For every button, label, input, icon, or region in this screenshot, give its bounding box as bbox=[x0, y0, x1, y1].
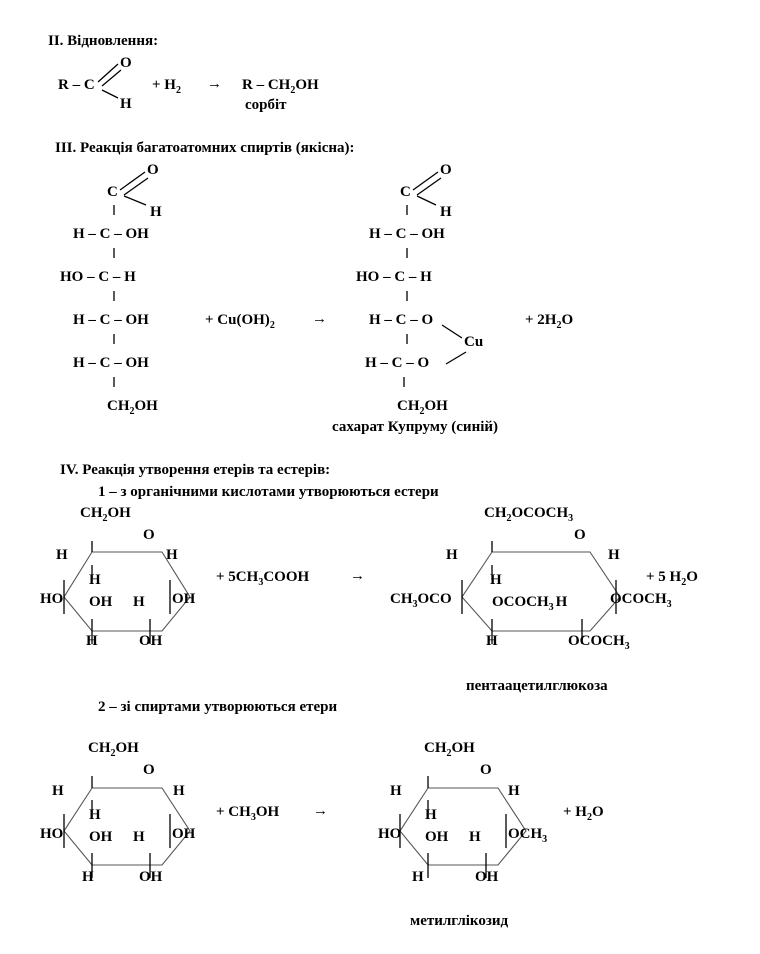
methylglycoside-oh-inner: OH bbox=[425, 829, 449, 845]
section4-sub2: 2 – зі спиртами утворюються етери bbox=[98, 699, 338, 715]
arrow: → bbox=[207, 76, 222, 92]
methylglycoside-h-mid: H bbox=[469, 829, 481, 845]
plus-cu-oh2: + $Cu(OH)_2$ bbox=[205, 312, 275, 331]
glucose-c1: C bbox=[107, 184, 118, 200]
methylglycoside-och3: $OCH_3$ bbox=[508, 826, 548, 845]
sorbitol-formula: R – $CH_2OH$ bbox=[242, 77, 319, 96]
glucose-h-left: H bbox=[56, 547, 68, 563]
glucose-oh-inner: OH bbox=[89, 594, 113, 610]
glucose-c4: H – C – OH bbox=[73, 312, 149, 328]
pentaacetyl-bottom: $OCOCH_3$ bbox=[568, 633, 630, 652]
glucose-oh-right: OH bbox=[172, 826, 196, 842]
bond-line bbox=[124, 196, 146, 205]
glucose-c5: H – C – OH bbox=[73, 355, 149, 371]
glucose-h-inner: H bbox=[89, 572, 101, 588]
ring-oxygen: O bbox=[143, 527, 155, 543]
methylglycoside-h-bottom: H bbox=[412, 869, 424, 885]
plus-acetic-acid: + $5CH_3COOH$ bbox=[216, 569, 310, 588]
bond-line bbox=[120, 172, 145, 190]
glucose-oh-bottom: OH bbox=[139, 869, 163, 885]
pentaacetyl-h-inner: H bbox=[490, 572, 502, 588]
bond-line bbox=[442, 325, 462, 338]
sorbitol-name: сорбіт bbox=[245, 97, 287, 113]
section4-sub1: 1 – з органічними кислотами утворюються естери bbox=[98, 484, 439, 500]
bond-line bbox=[417, 196, 436, 205]
glucose-h-right: H bbox=[166, 547, 178, 563]
glucose-ho: HO bbox=[40, 591, 64, 607]
saccharate-c5: H – C – O bbox=[365, 355, 430, 371]
plus-h2: + $H_2$ bbox=[152, 77, 181, 96]
methylglycoside-ch2oh: $CH_2OH$ bbox=[424, 740, 475, 759]
glucose-ho: HO bbox=[40, 826, 64, 842]
saccharate-c3: HO – C – H bbox=[356, 269, 432, 285]
pentaacetyl-h-right: H bbox=[608, 547, 620, 563]
glucose-c6: $CH_2OH$ bbox=[107, 398, 158, 417]
glucose-h-mid: H bbox=[133, 594, 145, 610]
methylglycoside-h-left: H bbox=[390, 783, 402, 799]
glucose-oh-inner: OH bbox=[89, 829, 113, 845]
plus-methanol: + $CH_3OH$ bbox=[216, 804, 280, 823]
bond-line bbox=[413, 172, 438, 190]
plus-water: + $2H_2O$ bbox=[525, 312, 574, 331]
bond-line bbox=[102, 90, 118, 98]
glucose-c3: HO – C – H bbox=[60, 269, 136, 285]
ring-oxygen: O bbox=[143, 762, 155, 778]
saccharate-c4: H – C – O bbox=[369, 312, 434, 328]
plus-water: + $H_2O$ bbox=[563, 804, 604, 823]
aldehyde-rc: R – C bbox=[58, 77, 95, 93]
arrow: → bbox=[350, 568, 365, 584]
glucose-h-bottom: H bbox=[82, 869, 94, 885]
glucose-aldehyde-o: O bbox=[147, 162, 159, 178]
saccharate-c6: $CH_2OH$ bbox=[397, 398, 448, 417]
bond-line bbox=[98, 64, 118, 82]
pentaacetyl-h-left: H bbox=[446, 547, 458, 563]
saccharate-c1: C bbox=[400, 184, 411, 200]
glucose-h-mid: H bbox=[133, 829, 145, 845]
section3-heading: III. Реакція багатоатомних спиртів (якісна): bbox=[55, 140, 355, 156]
plus-5-water: + 5 $H_2O$ bbox=[646, 569, 698, 588]
saccharate-c2: H – C – OH bbox=[369, 226, 445, 242]
ring-oxygen: O bbox=[480, 762, 492, 778]
section4-heading: IV. Реакція утворення етерів та естерів: bbox=[60, 462, 331, 478]
section2-heading: II. Відновлення: bbox=[48, 33, 159, 49]
pentaacetylglucose-name: пентаацетилглюкоза bbox=[466, 678, 608, 694]
glucose-h-left: H bbox=[52, 783, 64, 799]
aldehyde-h: H bbox=[120, 96, 132, 112]
glucose-h-bottom: H bbox=[86, 633, 98, 649]
ring-oxygen: O bbox=[574, 527, 586, 543]
glucose-h-inner: H bbox=[89, 807, 101, 823]
pentaacetyl-ring bbox=[462, 552, 620, 631]
methylglycoside-h-inner: H bbox=[425, 807, 437, 823]
saccharate-name: сахарат Купруму (синій) bbox=[332, 419, 499, 435]
methylglycoside-oh-bottom: OH bbox=[475, 869, 499, 885]
glucose-ch2oh: $CH_2OH$ bbox=[88, 740, 139, 759]
glucose-ch2oh: $CH_2OH$ bbox=[80, 505, 131, 524]
glucose-h-right: H bbox=[173, 783, 185, 799]
pentaacetyl-top: $CH_2OCOCH_3$ bbox=[484, 505, 574, 524]
pentaacetyl-left: $CH_3OCO$ bbox=[390, 591, 452, 610]
bond-line bbox=[102, 70, 121, 86]
glucose-oh-bottom: OH bbox=[139, 633, 163, 649]
glucose-c1-h: H bbox=[150, 204, 162, 220]
arrow: → bbox=[313, 803, 328, 819]
aldehyde-o: O bbox=[120, 55, 132, 71]
pentaacetyl-h-bottom: H bbox=[486, 633, 498, 649]
saccharate-c1-h: H bbox=[440, 204, 452, 220]
copper-atom: Cu bbox=[464, 334, 484, 350]
arrow: → bbox=[312, 311, 327, 327]
methylglycoside-name: метилглікозид bbox=[410, 913, 509, 929]
bond-line bbox=[124, 178, 148, 195]
glucose-oh-right: OH bbox=[172, 591, 196, 607]
bond-line bbox=[446, 352, 466, 364]
bond-line bbox=[417, 178, 441, 195]
saccharate-aldehyde-o: O bbox=[440, 162, 452, 178]
methylglycoside-ho: HO bbox=[378, 826, 402, 842]
glucose-c2: H – C – OH bbox=[73, 226, 149, 242]
pentaacetyl-right: $OCOCH_3$ bbox=[610, 591, 672, 610]
methylglycoside-h-right: H bbox=[508, 783, 520, 799]
pentaacetyl-inner: $OCOCH_3$ H bbox=[492, 594, 568, 613]
